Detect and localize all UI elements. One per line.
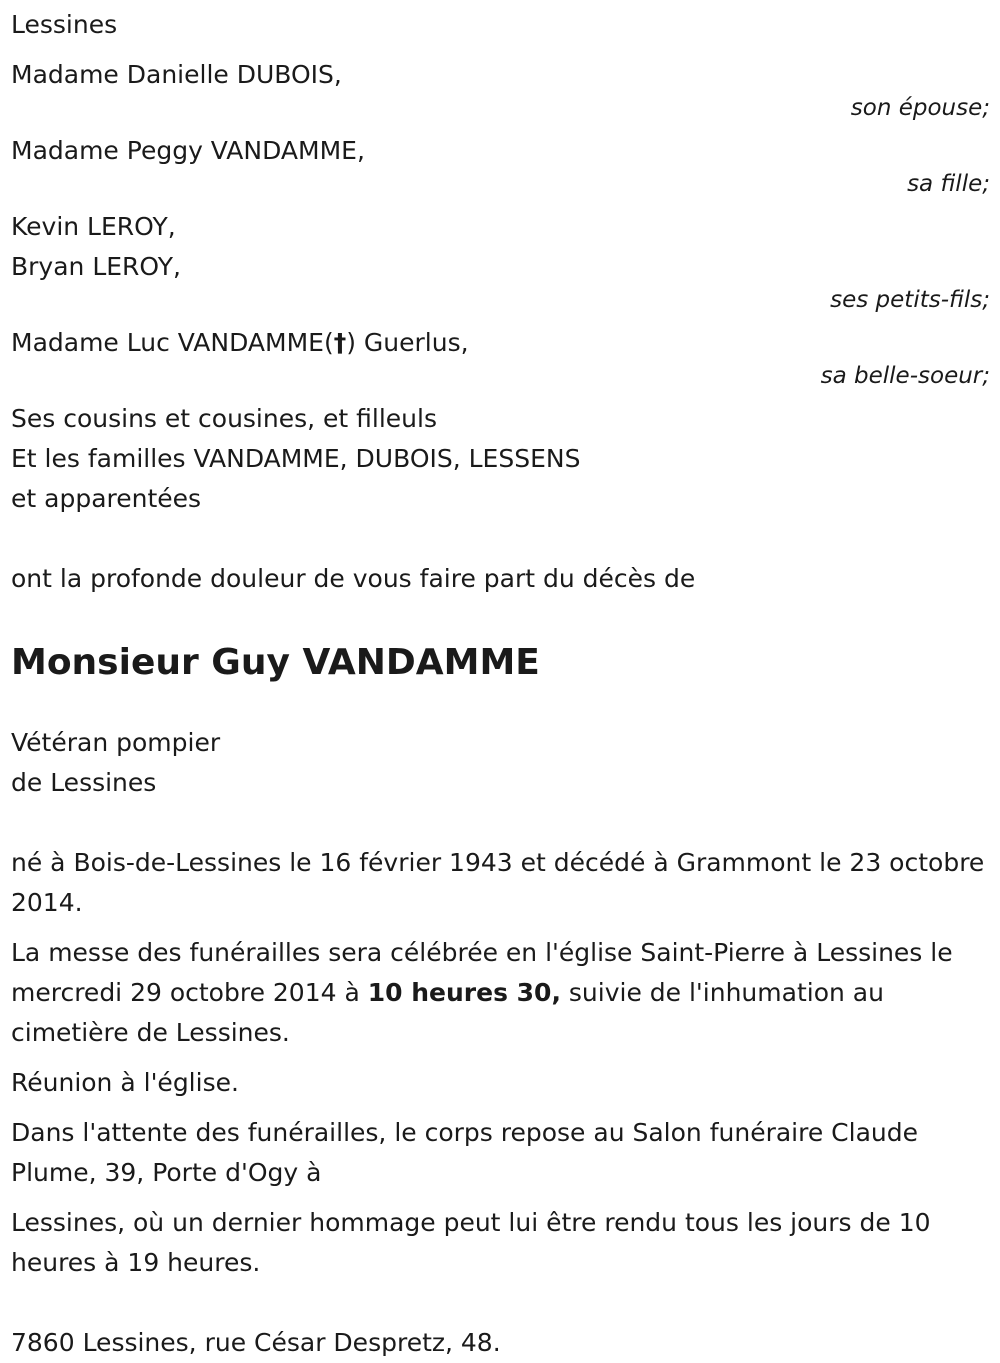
family-role: ses petits-fils; — [830, 287, 990, 313]
family-name: Bryan LEROY, — [11, 252, 181, 281]
family-name: Madame Danielle DUBOIS, — [11, 60, 342, 89]
family-name — [11, 323, 990, 363]
family-role: sa belle-soeur; — [820, 363, 990, 389]
family-role: son épouse; — [850, 95, 990, 121]
relatives-line: Et les familles VANDAMME, DUBOIS, LESSENS — [11, 444, 581, 473]
cross-icon: † — [333, 328, 347, 357]
birth-death-text: né à Bois-de-Lessines le 16 février 1943 et décédé à Grammont le 23 octobre 2014. — [11, 848, 985, 917]
family-name: Madame Peggy VANDAMME, — [11, 136, 365, 165]
name-suffix: ) Guerlus, — [346, 328, 469, 357]
family-entry-daughter — [11, 131, 990, 197]
funeral-before: La messe des funérailles sera célébrée en l'église Saint-Pierre à Lessines le mercredi 29 octobre 2014 à — [11, 938, 953, 1007]
occupation-line: de Lessines — [11, 768, 157, 797]
address-text: 7860 Lessines, rue César Despretz, 48. — [11, 1328, 501, 1357]
family-name: Kevin LEROY, — [11, 212, 176, 241]
funeral-after: suivie de l'inhumation au cimetière de Lessines. — [11, 978, 884, 1047]
wake-text-2: Lessines, où un dernier hommage peut lui être rendu tous les jours de 10 heures à 19 heures. — [11, 1208, 931, 1277]
occupation-line: Vétéran pompier — [11, 728, 221, 757]
deceased-name: Monsieur Guy VANDAMME — [11, 642, 540, 683]
family-role: sa fille; — [907, 171, 990, 197]
name-prefix: Madame Luc VANDAMME( — [11, 328, 334, 357]
obituary-notice — [11, 5, 990, 1363]
wake-text-1: Dans l'attente des funérailles, le corps repose au Salon funéraire Claude Plume, 39, Porte d'Ogy à — [11, 1118, 918, 1187]
relatives-line: Ses cousins et cousines, et filleuls — [11, 404, 437, 433]
reunion-text: Réunion à l'église. — [11, 1068, 239, 1097]
other-relatives — [11, 399, 990, 519]
family-entry-spouse — [11, 55, 990, 121]
family-list — [11, 55, 990, 389]
family-entry-grandsons — [11, 207, 990, 313]
relatives-line: et apparentées — [11, 484, 202, 513]
family-entry-sister-in-law — [11, 323, 990, 389]
city-heading: Lessines — [11, 10, 118, 39]
funeral-time: 10 heures 30, — [367, 978, 561, 1007]
funeral-text — [11, 933, 990, 1053]
announcement-text: ont la profonde douleur de vous faire part du décès de — [11, 564, 696, 593]
